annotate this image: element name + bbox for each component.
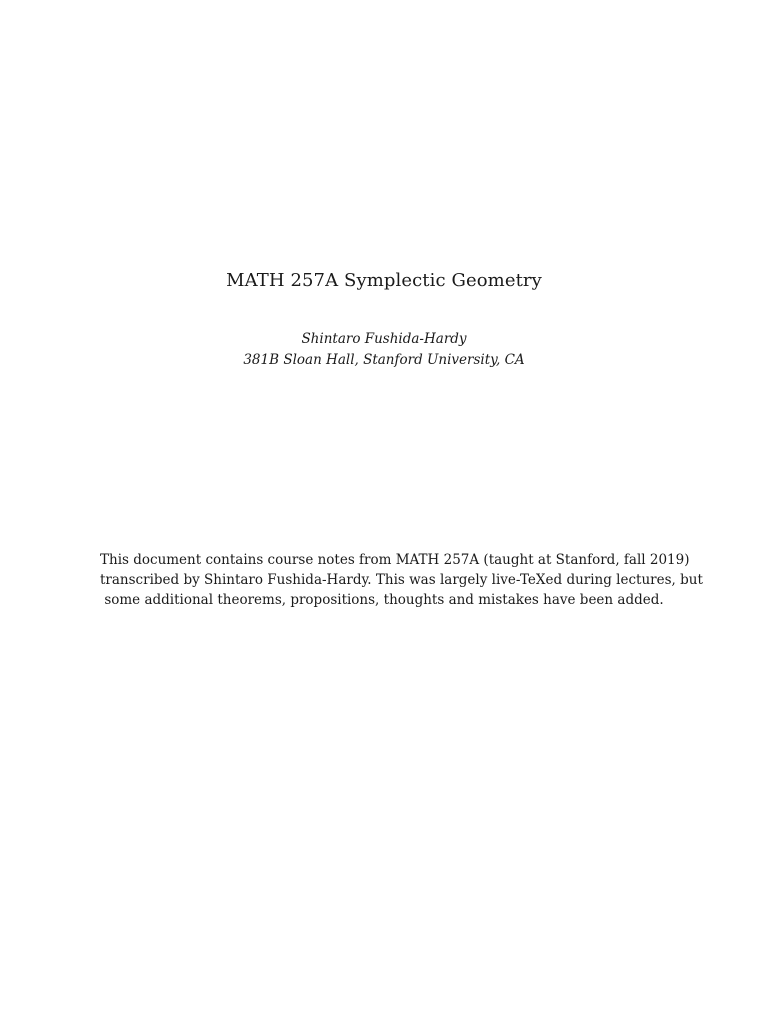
abstract-line: transcribed by Shintaro Fushida-Hardy. This was largely live-TeXed during lectures, but — [100, 572, 703, 588]
abstract-line: This document contains course notes from MATH 257A (taught at Stanford, fall 2019) — [100, 552, 690, 568]
author-affiliation: 381B Sloan Hall, Stanford University, CA — [243, 352, 525, 368]
abstract-line: some additional theorems, propositions, thoughts and mistakes have been added. — [104, 592, 664, 608]
abstract — [100, 550, 703, 610]
author-name: Shintaro Fushida-Hardy — [301, 331, 467, 347]
document-title: MATH 257A Symplectic Geometry — [226, 270, 542, 291]
author-block — [0, 329, 768, 371]
